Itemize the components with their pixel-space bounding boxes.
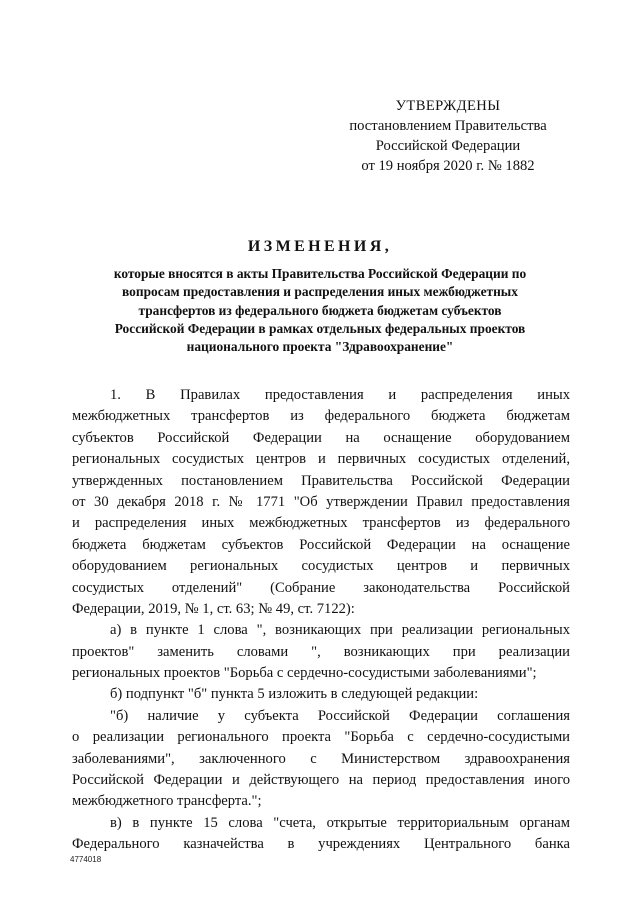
body-line: межбюджетного трансферта."; (72, 793, 262, 810)
body-line: в) в пункте 15 слова "счета, открытые территориальным органам (110, 814, 570, 831)
body-line: утвержденных постановлением Правительства Российской Федерации (72, 472, 570, 489)
document-body (72, 385, 570, 856)
body-line: субъектов Российской Федерации на оснащение оборудованием (72, 429, 570, 446)
body-line: Российской Федерации и действующего на период предоставления иного (72, 772, 570, 789)
subtitle-line: национального проекта "Здравоохранение" (186, 339, 454, 355)
subtitle-line: трансфертов из федерального бюджета бюджетам субъектов (138, 302, 502, 318)
document-title: ИЗМЕНЕНИЯ, (247, 238, 393, 255)
body-line: заболеваниями", заключенного с Министерством здравоохранения (72, 750, 570, 767)
subtitle-line: вопросам предоставления и распределения иных межбюджетных (122, 284, 518, 300)
approval-heading: УТВЕРЖДЕНЫ (395, 98, 501, 114)
approval-line: от 19 ноября 2020 г. № 1882 (361, 158, 535, 174)
approval-block (342, 96, 554, 176)
body-line: Федерального казначейства в учреждениях Центрального банка (72, 836, 570, 853)
body-line: "б) наличие у субъекта Российской Федерации соглашения (110, 707, 570, 724)
body-line: оборудованием региональных сосудистых центров и первичных (72, 558, 570, 575)
body-line: Федерации, 2019, № 1, ст. 63; № 49, ст. 7122): (72, 600, 355, 617)
subtitle-line: которые вносятся в акты Правительства Российской Федерации по (113, 266, 527, 281)
body-line: бюджета бюджетам субъектов Российской Федерации на оснащение (72, 536, 570, 553)
approval-line: Российской Федерации (375, 138, 521, 154)
approval-line: постановлением Правительства (349, 118, 547, 134)
body-line: и распределения иных межбюджетных трансфертов из федерального (72, 515, 570, 532)
body-line: региональных проектов "Борьба с сердечно-сосудистыми заболеваниями"; (72, 665, 537, 682)
body-line: от 30 декабря 2018 г. № 1771 "Об утверждении Правил предоставления (72, 493, 570, 510)
document-subtitle (72, 265, 568, 356)
document-code: 4774018 (70, 855, 102, 864)
body-line: 1. В Правилах предоставления и распределения иных (110, 387, 570, 403)
body-line: региональных сосудистых центров и первичных сосудистых отделений, (72, 451, 570, 468)
body-line: сосудистых отделений" (Собрание законодательства Российской (72, 579, 570, 596)
body-line: а) в пункте 1 слова ", возникающих при реализации региональных (110, 622, 570, 639)
subtitle-line: Российской Федерации в рамках отдельных федеральных проектов (114, 320, 526, 336)
body-line: о реализации регионального проекта "Борьба с сердечно-сосудистыми (72, 729, 570, 746)
body-line: б) подпункт "б" пункта 5 изложить в следующей редакции: (110, 686, 479, 703)
body-line: проектов" заменить словами ", возникающих при реализации (72, 643, 570, 660)
body-line: межбюджетных трансфертов из федерального бюджета бюджетам (72, 408, 570, 425)
